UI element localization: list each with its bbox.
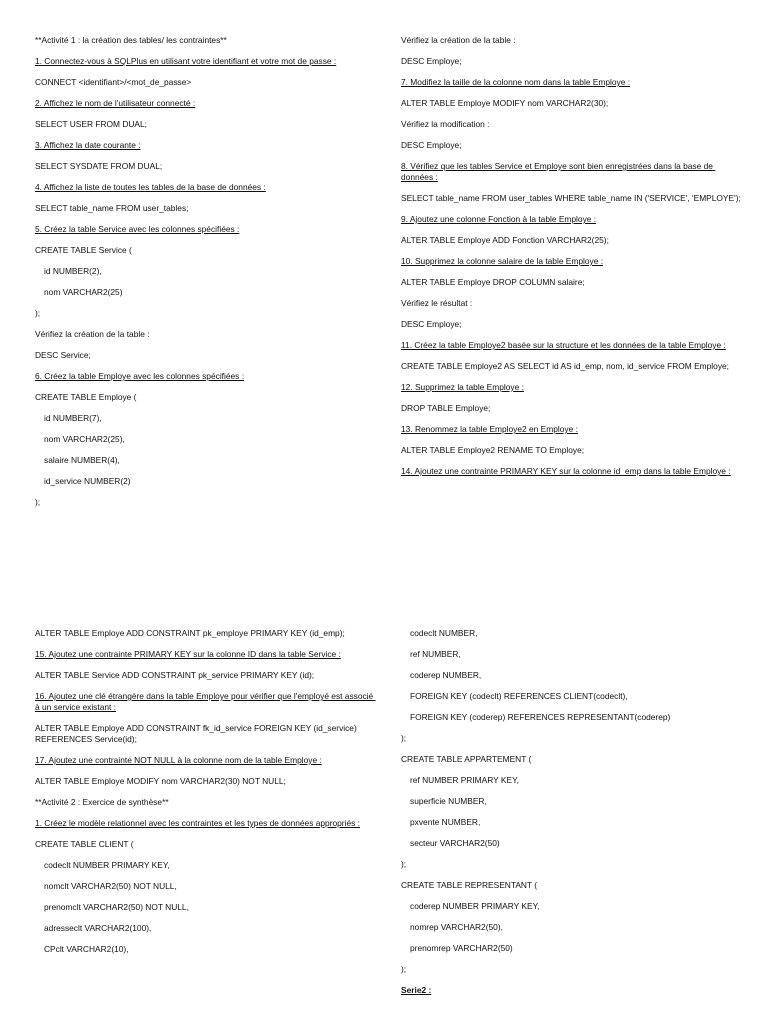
text-line: ALTER TABLE Employe DROP COLUMN salaire; <box>401 277 585 287</box>
text-line: codeclt NUMBER, <box>410 628 478 638</box>
text-line: ALTER TABLE Employe2 RENAME TO Employe; <box>401 445 585 455</box>
text-line: ALTER TABLE Employe MODIFY nom VARCHAR2(30); <box>401 98 609 108</box>
text-line: ); <box>401 964 407 974</box>
text-line: coderep NUMBER, <box>410 670 482 680</box>
text-line: ref NUMBER PRIMARY KEY, <box>410 775 519 785</box>
text-line: ALTER TABLE Employe ADD Fonction VARCHAR2(25); <box>401 235 609 245</box>
text-line: nomrep VARCHAR2(50), <box>410 922 503 932</box>
text-line: DESC Employe; <box>401 56 462 66</box>
text-line: CONNECT <identifiant>/<mot_de_passe> <box>35 77 192 87</box>
text-line: CREATE TABLE Employe ( <box>35 392 137 402</box>
text-line: DESC Employe; <box>401 319 462 329</box>
instruction-heading: 14. Ajoutez une contrainte PRIMARY KEY sur la colonne id_emp dans la table Employe : <box>401 466 731 476</box>
text-line: FOREIGN KEY (coderep) REFERENCES REPRESENTANT(coderep) <box>410 712 671 722</box>
text-line: ); <box>35 308 41 318</box>
instruction-heading: 8. Vérifiez que les tables Service et Employe sont bien enregistrées dans la base de données : <box>401 161 716 182</box>
text-line: SELECT table_name FROM user_tables WHERE table_name IN ('SERVICE', 'EMPLOYE'); <box>401 193 741 203</box>
text-line: ref NUMBER, <box>410 649 461 659</box>
text-line: DROP TABLE Employe; <box>401 403 491 413</box>
text-line: coderep NUMBER PRIMARY KEY, <box>410 901 540 911</box>
text-line: ); <box>35 497 41 507</box>
instruction-heading: 12. Supprimez la table Employe : <box>401 382 524 392</box>
text-line: CPclt VARCHAR2(10), <box>44 944 129 954</box>
instruction-heading: 4. Affichez la liste de toutes les tables de la base de données : <box>35 182 266 192</box>
text-line: codeclt NUMBER PRIMARY KEY, <box>44 860 170 870</box>
text-line: prenomclt VARCHAR2(50) NOT NULL, <box>44 902 189 912</box>
text-line: nom VARCHAR2(25), <box>44 434 125 444</box>
text-line: ALTER TABLE Employe MODIFY nom VARCHAR2(30) NOT NULL; <box>35 776 286 786</box>
text-line: secteur VARCHAR2(50) <box>410 838 500 848</box>
text-line: SELECT USER FROM DUAL; <box>35 119 147 129</box>
text-line: CREATE TABLE Employe2 AS SELECT id AS id_emp, nom, id_service FROM Employe; <box>401 361 729 371</box>
instruction-heading: 6. Créez la table Employe avec les colonnes spécifiées : <box>35 371 245 381</box>
text-line: SELECT table_name FROM user_tables; <box>35 203 189 213</box>
text-line: id NUMBER(2), <box>44 266 102 276</box>
text-line: id_service NUMBER(2) <box>44 476 131 486</box>
instruction-heading: 9. Ajoutez une colonne Fonction à la table Employe : <box>401 214 597 224</box>
instruction-heading: 3. Affichez la date courante : <box>35 140 141 150</box>
text-line: DESC Service; <box>35 350 91 360</box>
instruction-heading: 1. Créez le modèle relationnel avec les contraintes et les types de données appropriés : <box>35 818 360 828</box>
text-line: Vérifiez le résultat : <box>401 298 473 308</box>
text-line: CREATE TABLE CLIENT ( <box>35 839 134 849</box>
instruction-heading: 5. Créez la table Service avec les colonnes spécifiées : <box>35 224 240 234</box>
instruction-heading: 1. Connectez-vous à SQLPlus en utilisant votre identifiant et votre mot de passe : <box>35 56 337 66</box>
text-line: CREATE TABLE APPARTEMENT ( <box>401 754 532 764</box>
text-line: superficie NUMBER, <box>410 796 487 806</box>
text-line: FOREIGN KEY (codeclt) REFERENCES CLIENT(codeclt), <box>410 691 628 701</box>
page1-left-column <box>35 35 375 518</box>
text-line: ALTER TABLE Employe ADD CONSTRAINT fk_id_service FOREIGN KEY (id_service) REFERENCES Service(id); <box>35 723 360 744</box>
instruction-heading: 2. Affichez le nom de l'utilisateur connecté : <box>35 98 196 108</box>
instruction-heading: 10. Supprimez la colonne salaire de la table Employe : <box>401 256 604 266</box>
text-line: nomclt VARCHAR2(50) NOT NULL, <box>44 881 177 891</box>
text-line: id NUMBER(7), <box>44 413 102 423</box>
instruction-heading: 7. Modifiez la taille de la colonne nom dans la table Employe : <box>401 77 631 87</box>
text-line: ); <box>401 859 407 869</box>
text-line: adresseclt VARCHAR2(100), <box>44 923 152 933</box>
text-line: ); <box>401 733 407 743</box>
text-line: **Activité 1 : la création des tables/ les contraintes** <box>35 35 227 45</box>
text-line: ALTER TABLE Employe ADD CONSTRAINT pk_employe PRIMARY KEY (id_emp); <box>35 628 345 638</box>
text-line: Vérifiez la création de la table : <box>401 35 516 45</box>
instruction-heading: 11. Créez la table Employe2 basée sur la structure et les données de la table Employe : <box>401 340 726 350</box>
text-line: Vérifiez la création de la table : <box>35 329 150 339</box>
text-line: SELECT SYSDATE FROM DUAL; <box>35 161 163 171</box>
text-line: ALTER TABLE Service ADD CONSTRAINT pk_service PRIMARY KEY (id); <box>35 670 315 680</box>
text-line: Vérifiez la modification : <box>401 119 490 129</box>
page1-right-column <box>401 35 741 487</box>
text-line: **Activité 2 : Exercice de synthèse** <box>35 797 169 807</box>
instruction-heading: 15. Ajoutez une contrainte PRIMARY KEY sur la colonne ID dans la table Service : <box>35 649 341 659</box>
text-line: prenomrep VARCHAR2(50) <box>410 943 513 953</box>
instruction-heading: 17. Ajoutez une contrainte NOT NULL à la colonne nom de la table Employe : <box>35 755 322 765</box>
text-line: nom VARCHAR2(25) <box>44 287 123 297</box>
page2-right-column <box>401 628 741 1006</box>
text-line: pxvente NUMBER, <box>410 817 481 827</box>
text-line: DESC Employe; <box>401 140 462 150</box>
page2-left-column <box>35 628 375 965</box>
text-line: CREATE TABLE REPRESENTANT ( <box>401 880 538 890</box>
instruction-heading: 13. Renommez la table Employe2 en Employe : <box>401 424 578 434</box>
text-line: salaire NUMBER(4), <box>44 455 120 465</box>
instruction-heading: Serie2 : <box>401 985 432 995</box>
text-line: CREATE TABLE Service ( <box>35 245 132 255</box>
instruction-heading: 16. Ajoutez une clé étrangère dans la table Employe pour vérifier que l'employé est associé à un service existant : <box>35 691 376 712</box>
